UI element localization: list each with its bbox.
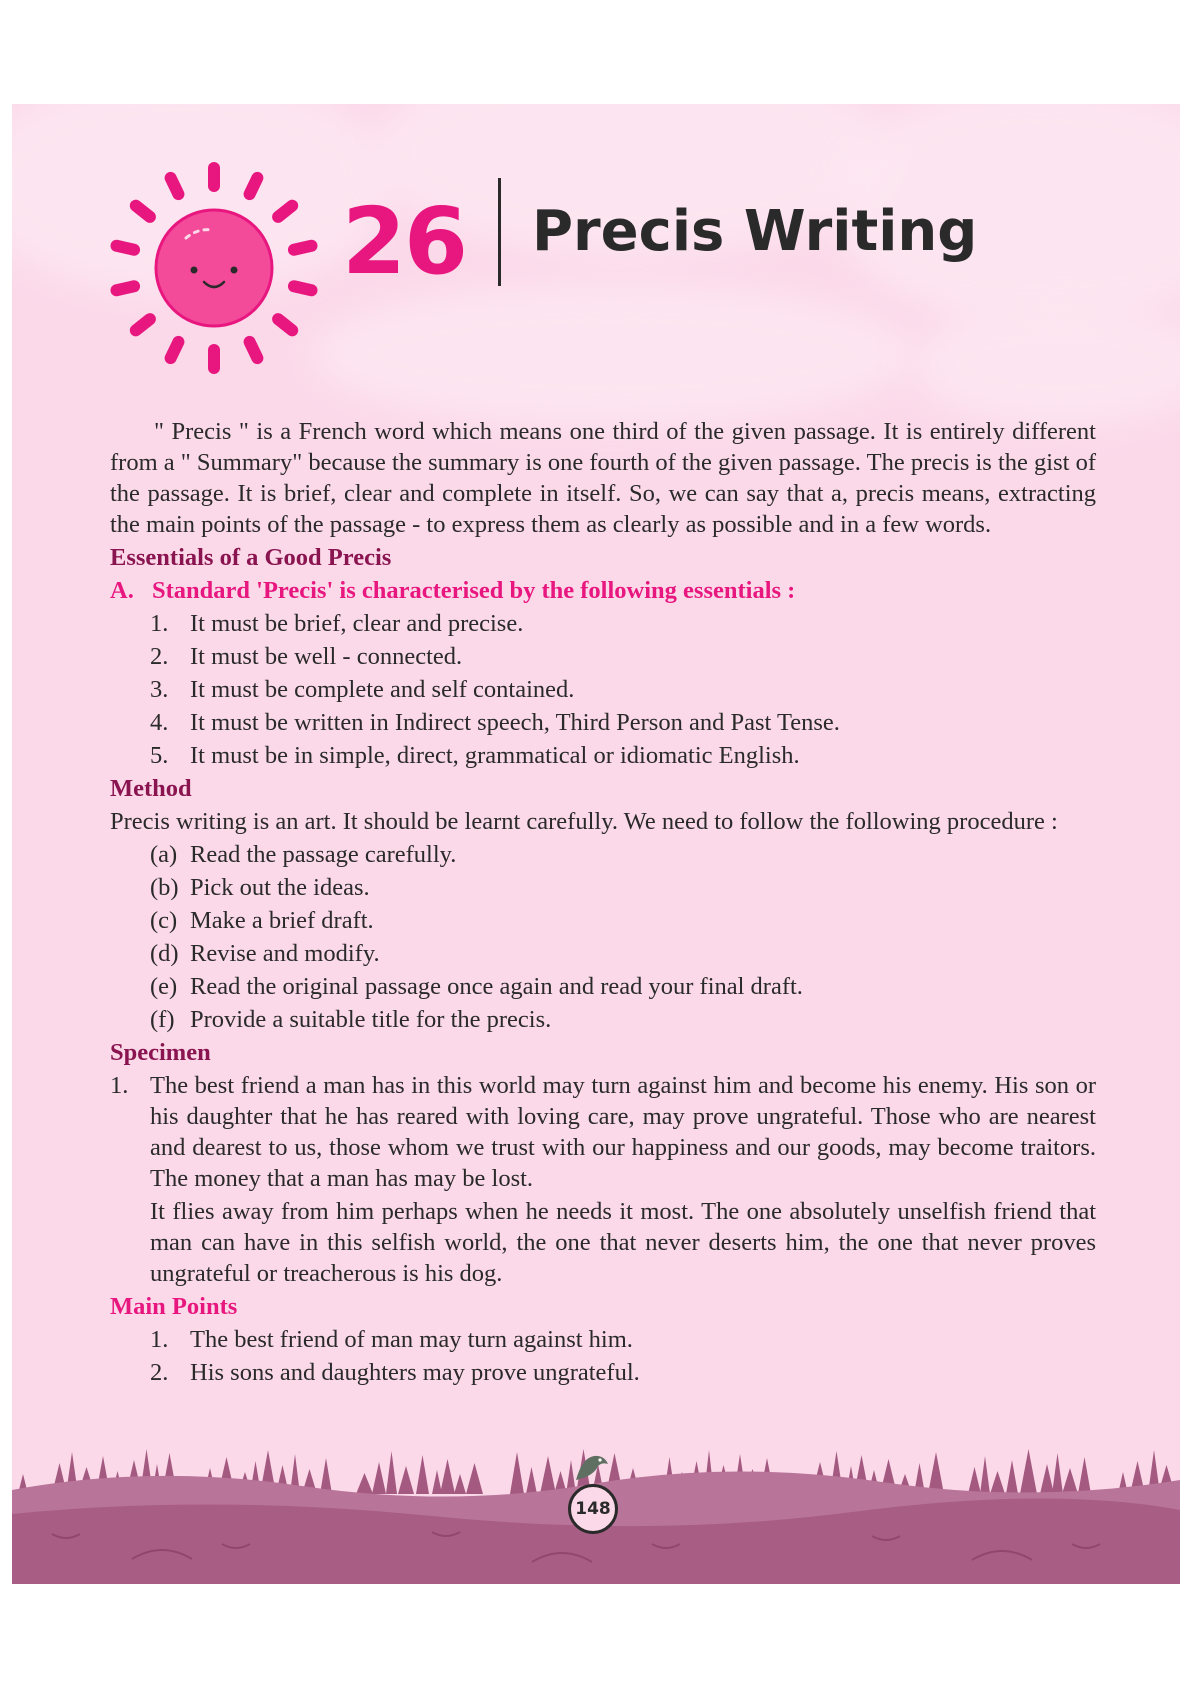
item-number: 1. xyxy=(110,1072,129,1099)
list-item xyxy=(110,1004,1096,1035)
item-number: (e) xyxy=(150,973,178,1000)
list-item xyxy=(110,872,1096,903)
sun-ray xyxy=(270,197,301,225)
sun-ray xyxy=(242,170,266,202)
list-item xyxy=(110,938,1096,969)
sun-ray xyxy=(208,344,220,374)
method-intro: Precis writing is an art. It should be learnt carefully. We need to follow the following procedure : xyxy=(110,808,1058,835)
sun-ray xyxy=(163,334,187,366)
tree-shape xyxy=(510,1452,524,1494)
sun-ray xyxy=(287,239,319,257)
main-points-heading: Main Points xyxy=(110,1293,238,1320)
item-text: Provide a suitable title for the precis. xyxy=(190,1006,552,1033)
tree-shape xyxy=(466,1463,483,1494)
tree-shape xyxy=(1006,1460,1018,1494)
cloud-decoration xyxy=(912,304,1180,424)
sun-ray xyxy=(109,279,141,297)
item-text: It must be complete and self contained. xyxy=(190,676,575,703)
item-number: (b) xyxy=(150,874,179,901)
page-background xyxy=(12,104,1180,1584)
bird-icon xyxy=(572,1450,612,1484)
tree-shape xyxy=(372,1462,386,1494)
chapter-title: Precis Writing xyxy=(532,199,978,264)
tree-shape xyxy=(416,1455,429,1494)
list-item xyxy=(110,674,1096,705)
item-number: 1. xyxy=(150,610,169,637)
tree-shape xyxy=(440,1459,455,1494)
sun-ray xyxy=(127,197,158,225)
list-item xyxy=(110,839,1096,870)
tree-shape xyxy=(1040,1464,1054,1494)
specimen-paragraph: The best friend a man has in this world may turn against him and become his enemy. His son or his daughter that he has reared with loving care, may prove ungrateful. Those who are nearest and dearest to us, those whom we trust with our happiness and our goods, may become traitors. The money that a man has may be lost. xyxy=(150,1072,1096,1192)
item-number: (c) xyxy=(150,907,178,934)
item-text: Read the passage carefully. xyxy=(190,841,457,868)
list-item xyxy=(110,740,1096,771)
tree-shape xyxy=(540,1456,556,1494)
tree-shape xyxy=(432,1470,442,1494)
sun-ray xyxy=(208,162,220,192)
item-number: (a) xyxy=(150,841,178,868)
list-item xyxy=(110,905,1096,936)
item-text: Make a brief draft. xyxy=(190,907,374,934)
tree-shape xyxy=(1078,1457,1091,1494)
chapter-number: 26 xyxy=(342,188,467,295)
sun-ray xyxy=(163,170,187,202)
list-item xyxy=(110,1324,1096,1355)
list-item xyxy=(110,707,1096,738)
item-number: 2. xyxy=(150,1359,169,1386)
item-number: (d) xyxy=(150,940,179,967)
list-item xyxy=(110,641,1096,672)
list-item xyxy=(110,971,1096,1002)
item-number: 4. xyxy=(150,709,169,736)
item-text: Revise and modify. xyxy=(190,940,380,967)
item-text: The best friend of man may turn against him. xyxy=(190,1326,633,1353)
tree-shape xyxy=(928,1452,944,1494)
title-divider xyxy=(498,178,501,286)
tree-shape xyxy=(526,1467,537,1494)
essentials-subheading xyxy=(110,575,1096,606)
specimen-item xyxy=(110,1070,1096,1194)
sun-ray xyxy=(287,279,319,297)
specimen-heading: Specimen xyxy=(110,1039,211,1066)
item-text: It must be well - connected. xyxy=(190,643,463,670)
cloud-decoration xyxy=(312,284,912,424)
item-number: (f) xyxy=(150,1006,175,1033)
tree-shape xyxy=(1020,1449,1037,1494)
subheading-text: Standard 'Precis' is characterised by the following essentials : xyxy=(152,577,796,604)
sun-ray xyxy=(127,311,158,339)
item-text: It must be written in Indirect speech, Third Person and Past Tense. xyxy=(190,709,840,736)
tree-shape xyxy=(356,1473,373,1494)
tree-shape xyxy=(1062,1468,1078,1494)
item-text: His sons and daughters may prove ungrateful. xyxy=(190,1359,640,1386)
sun-ray xyxy=(270,311,301,339)
tree-shape xyxy=(968,1467,981,1494)
essentials-heading: Essentials of a Good Precis xyxy=(110,544,392,571)
item-number: 3. xyxy=(150,676,169,703)
item-text: Pick out the ideas. xyxy=(190,874,370,901)
method-heading: Method xyxy=(110,775,192,802)
page-number: 148 xyxy=(568,1484,618,1534)
intro-paragraph: " Precis " is a French word which means one third of the given passage. It is entirely different from a " Summary" because the summary is one fourth of the given passage. The precis is the gist of the passage. It is brief, clear and complete in itself. So, we can say that a, precis means, extracting the main points of the passage - to express them as clearly as possible and in a few words. xyxy=(110,418,1096,538)
tree-shape xyxy=(398,1466,414,1494)
chapter-content xyxy=(110,416,1096,1390)
item-text: It must be brief, clear and precise. xyxy=(190,610,524,637)
item-text: It must be in simple, direct, grammatical or idiomatic English. xyxy=(190,742,800,769)
sun-ray xyxy=(109,239,141,257)
item-number: 5. xyxy=(150,742,169,769)
tree-shape xyxy=(980,1456,990,1494)
tree-shape xyxy=(320,1458,332,1494)
item-number: 2. xyxy=(150,643,169,670)
tree-shape xyxy=(990,1471,1005,1494)
specimen-paragraph: It flies away from him perhaps when he needs it most. The one absolutely unselfish friend that man can have in this selfish world, the one that never deserts him, the one that never proves ungrateful or treacherous is his dog. xyxy=(150,1198,1096,1287)
sun-ray xyxy=(242,334,266,366)
tree-shape xyxy=(1052,1453,1063,1494)
tree-shape xyxy=(454,1474,466,1494)
list-item xyxy=(110,608,1096,639)
smiling-sun-icon xyxy=(94,148,334,388)
item-text: Read the original passage once again and read your final draft. xyxy=(190,973,803,1000)
subheading-marker: A. xyxy=(110,577,134,604)
tree-shape xyxy=(386,1451,397,1494)
item-number: 1. xyxy=(150,1326,169,1353)
list-item xyxy=(110,1357,1096,1388)
